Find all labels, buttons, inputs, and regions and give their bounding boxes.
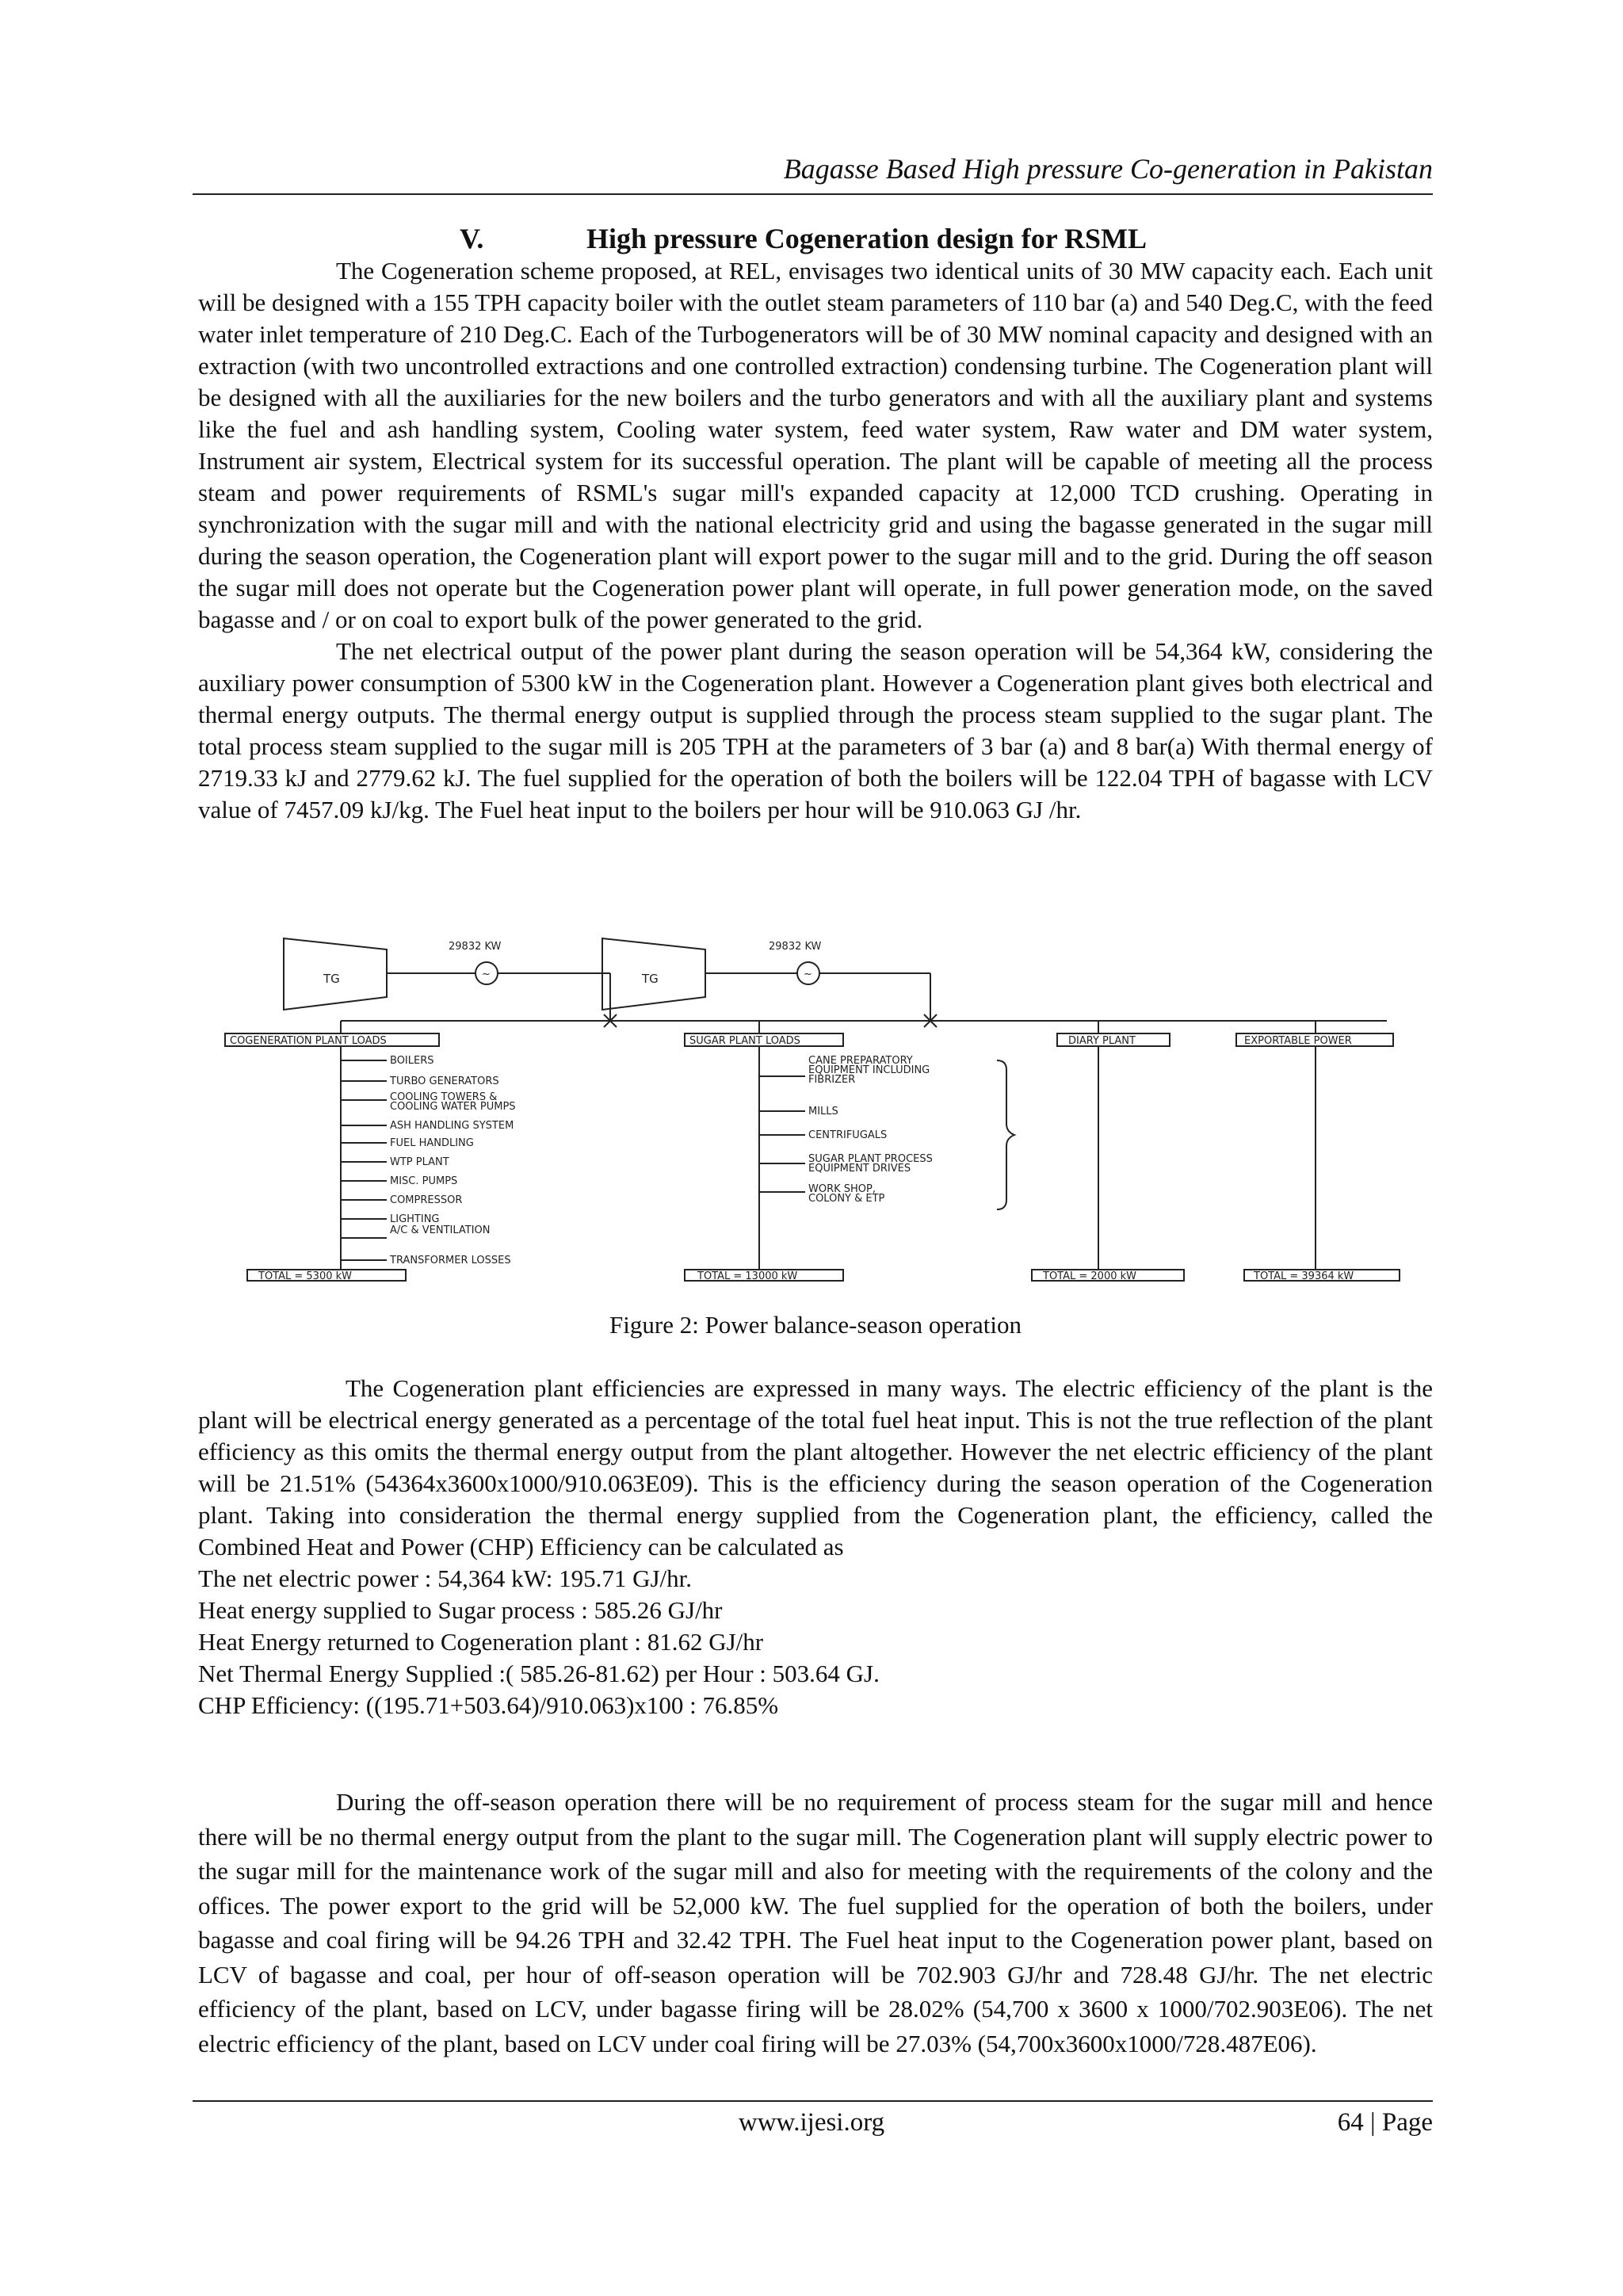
load-item: LIGHTING	[390, 1213, 440, 1225]
generator-2-output: 29832 KW	[769, 941, 822, 953]
generator-2-symbol: ~	[804, 968, 812, 980]
load-item: COOLING TOWERS &	[390, 1091, 498, 1103]
load-item: TURBO GENERATORS	[390, 1075, 499, 1087]
load-item: WORK SHOP,	[808, 1183, 876, 1195]
load-item: EQUIPMENT DRIVES	[808, 1163, 911, 1175]
load-item: ASH HANDLING SYSTEM	[390, 1120, 514, 1132]
generator-1-symbol: ~	[482, 968, 491, 980]
load-item: EQUIPMENT INCLUDING	[808, 1064, 930, 1076]
power-balance-diagram	[214, 927, 1419, 1300]
total-exportable: TOTAL = 39364 kW	[1254, 1270, 1354, 1282]
total-diary: TOTAL = 2000 kW	[1043, 1270, 1136, 1282]
total-sugar: TOTAL = 13000 kW	[697, 1270, 798, 1282]
group-title-sugar: SUGAR PLANT LOADS	[689, 1035, 800, 1047]
header-rule	[193, 193, 1433, 195]
load-item: COLONY & ETP	[808, 1193, 885, 1205]
offseason-section	[198, 1785, 1433, 2061]
chp-calculation	[198, 1563, 1433, 1721]
section-number: V.	[460, 223, 484, 254]
group-title-cogeneration: COGENERATION PLANT LOADS	[230, 1035, 387, 1047]
generator-1-output: 29832 KW	[449, 941, 502, 953]
footer-page-number: 64 | Page	[1337, 2108, 1433, 2137]
efficiency-section	[198, 1373, 1433, 1721]
load-item: A/C & VENTILATION	[390, 1224, 491, 1236]
load-item: COMPRESSOR	[390, 1194, 463, 1206]
generator-2-label: TG	[642, 972, 659, 986]
calc-line-net-power: The net electric power : 54,364 kW: 195.71 GJ/hr.	[198, 1564, 692, 1592]
calc-line-net-thermal: Net Thermal Energy Supplied :( 585.26-81.62) per Hour : 503.64 GJ.	[198, 1660, 880, 1687]
load-item: CENTRIFUGALS	[808, 1129, 888, 1141]
group-title-diary: DIARY PLANT	[1068, 1035, 1136, 1047]
load-item: SUGAR PLANT PROCESS	[808, 1153, 933, 1165]
calc-line-heat-supplied: Heat energy supplied to Sugar process : 585.26 GJ/hr	[198, 1596, 723, 1624]
load-item: MILLS	[808, 1106, 838, 1117]
footer-website: www.ijesi.org	[738, 2108, 885, 2137]
paragraph-intro-1: The Cogeneration scheme proposed, at REL, envisages two identical units of 30 MW capacity each. Each unit will be designed with a 155 TPH capacity boiler with the outlet steam parameters of 110 bar (a) and 540 Deg.C, with the feed water inlet temperature of 210 Deg.C. Each of the Turbogenerators will be of 30 MW nominal capacity and designed with an extraction (with two uncontrolled extractions and one controlled extraction) condensing turbine. The Cogeneration plant will be designed with all the auxiliaries for the new boilers and the turbo generators and with all the auxiliary plant and systems like the fuel and ash handling system, Cooling water system, feed water system, Raw water and DM water system, Instrument air system, Electrical system for its successful operation. The plant will be capable of meeting all the process steam and power requirements of RSML's sugar mill's expanded capacity at 12,000 TCD crushing. Operating in synchronization with the sugar mill and with the national electricity grid and using the bagasse generated in the sugar mill during the season operation, the Cogeneration plant will export power to the sugar mill and to the grid. During the off season the sugar mill does not operate but the Cogeneration power plant will operate, in full power generation mode, on the saved bagasse and / or on coal to export bulk of the power generated to the grid.	[198, 257, 1433, 633]
generator-1-label: TG	[323, 972, 340, 986]
calc-line-chp-efficiency: CHP Efficiency: ((195.71+503.64)/910.063)x100 : 76.85%	[198, 1691, 779, 1719]
load-item: TRANSFORMER LOSSES	[390, 1255, 511, 1266]
load-item: BOILERS	[390, 1055, 434, 1067]
load-item: MISC. PUMPS	[390, 1175, 458, 1187]
group-title-exportable: EXPORTABLE POWER	[1244, 1035, 1352, 1047]
section-title: High pressure Cogeneration design for RSML	[586, 223, 1148, 254]
calc-line-heat-returned: Heat Energy returned to Cogeneration plant : 81.62 GJ/hr	[198, 1628, 764, 1656]
total-cogeneration: TOTAL = 5300 kW	[258, 1270, 352, 1282]
paragraph-efficiency: The Cogeneration plant efficiencies are expressed in many ways. The electric efficiency of the plant is the plant will be electrical energy generated as a percentage of the total fuel heat input. This is not the true reflection of the plant efficiency as this omits the thermal energy output from the plant altogether. However the net electric efficiency of the plant will be 21.51% (54364x3600x1000/910.063E09). This is the efficiency during the season operation of the Cogeneration plant. Taking into consideration the thermal energy supplied from the Cogeneration plant, the efficiency, called the Combined Heat and Power (CHP) Efficiency can be calculated as	[198, 1374, 1433, 1561]
running-header: Bagasse Based High pressure Co-generation in Pakistan	[783, 153, 1433, 185]
load-item: WTP PLANT	[390, 1156, 449, 1168]
footer-rule	[193, 2100, 1433, 2102]
figure-caption: Figure 2: Power balance-season operation	[609, 1311, 1022, 1339]
load-item: FUEL HANDLING	[390, 1137, 474, 1149]
paragraph-intro-2: The net electrical output of the power plant during the season operation will be 54,364 kW, considering the auxiliary power consumption of 5300 kW in the Cogeneration plant. However a Cogeneration plant gives both electrical and thermal energy outputs. The thermal energy output is supplied through the process steam supplied to the sugar plant. The total process steam supplied to the sugar mill is 205 TPH at the parameters of 3 bar (a) and 8 bar(a) With thermal energy of 2719.33 kJ and 2779.62 kJ. The fuel supplied for the operation of both the boilers will be 122.04 TPH of bagasse with LCV value of 7457.09 kJ/kg. The Fuel heat input to the boilers per hour will be 910.063 GJ /hr.	[198, 637, 1433, 823]
load-item: FIBRIZER	[808, 1074, 856, 1086]
intro-paragraphs	[198, 255, 1433, 826]
load-item: CANE PREPARATORY	[808, 1055, 913, 1067]
paragraph-offseason: During the off-season operation there will be no requirement of process steam for the sugar mill and hence there will be no thermal energy output from the plant to the sugar mill. The Cogeneration plant will supply electric power to the sugar mill for the maintenance work of the sugar mill and also for meeting with the requirements of the colony and the offices. The power export to the grid will be 52,000 kW. The fuel supplied for the operation of both the boilers, under bagasse and coal firing will be 94.26 TPH and 32.42 TPH. The Fuel heat input to the Cogeneration power plant, based on LCV of bagasse and coal, per hour of off-season operation will be 702.903 GJ/hr and 728.48 GJ/hr. The net electric efficiency of the plant, based on LCV, under bagasse firing will be 28.02% (54,700 x 3600 x 1000/702.903E06). The net electric efficiency of the plant, based on LCV under coal firing will be 27.03% (54,700x3600x1000/728.487E06).	[198, 1788, 1433, 2057]
load-item: COOLING WATER PUMPS	[390, 1101, 516, 1113]
